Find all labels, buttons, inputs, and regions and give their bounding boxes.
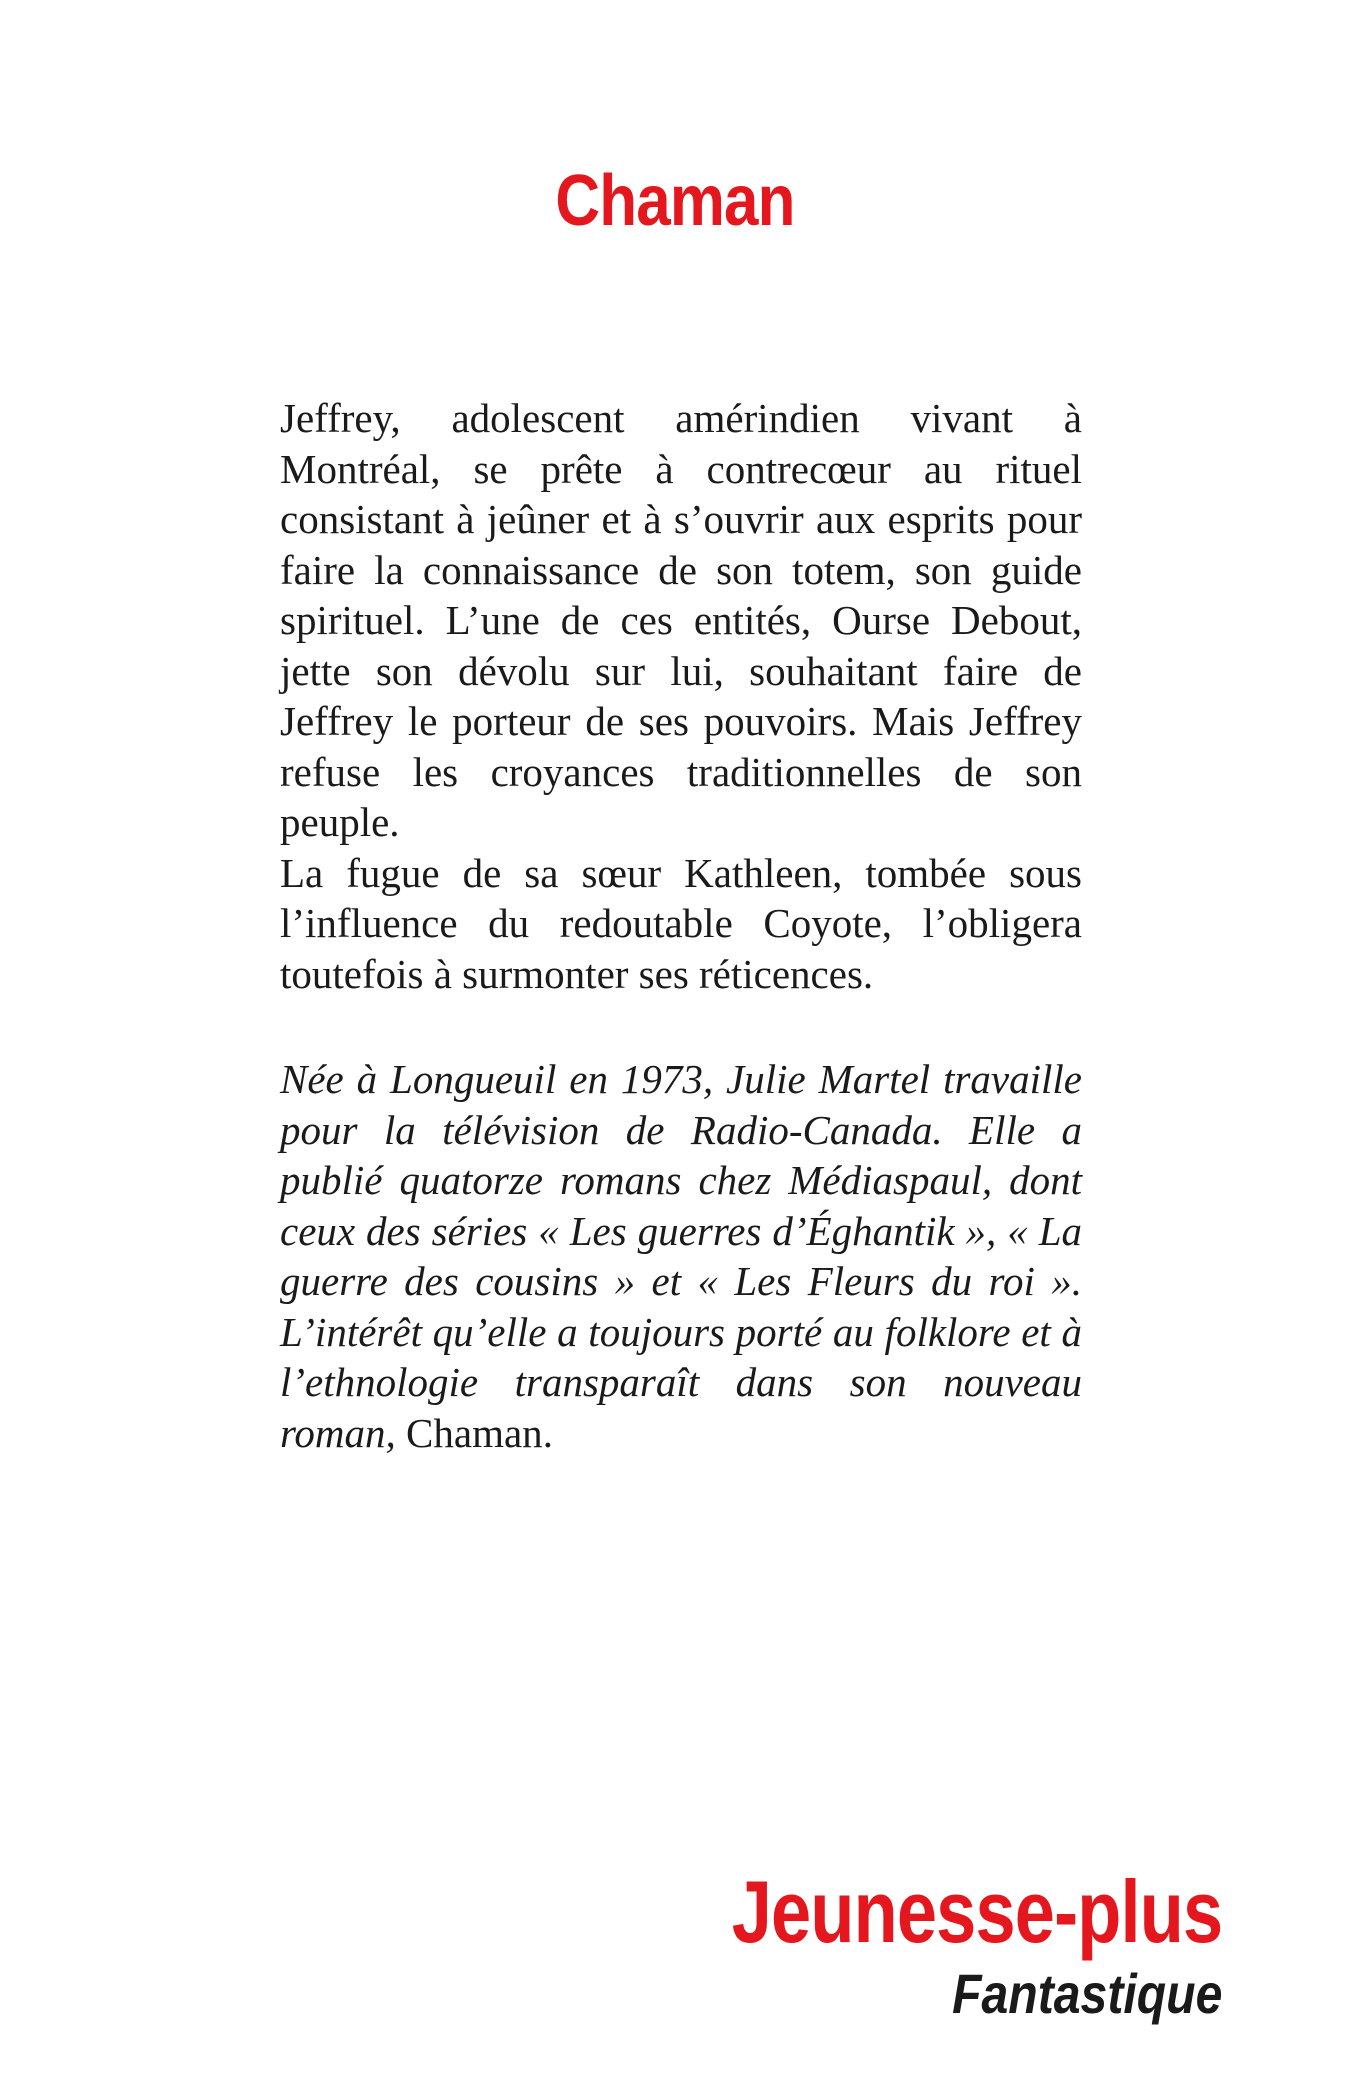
author-bio (280, 1054, 1082, 1458)
collection-genre: Fantastique (951, 1962, 1222, 2025)
synopsis-paragraph-2: La fugue de sa sœur Kathleen, tombée sous l’influence du redoutable Coyote, l’obligera toutefois à surmonter ses réticences. (280, 849, 1082, 997)
author-bio-book-reference: Chaman (406, 1409, 543, 1456)
author-bio-end: . (542, 1409, 553, 1456)
collection-branding (624, 1862, 1222, 2025)
synopsis-paragraph-1: Jeffrey, adolescent amérindien vivant à Montréal, se prête à contrecœur au rituel consistant à jeûner et à s’ouvrir aux esprits pour faire la connaissance de son totem, son guide spirituel. L’une de ces entités, Ourse Debout, jette son dévolu sur lui, souhaitant faire de Jeffrey le porteur de ses pouvoirs. Mais Jeffrey refuse les croyances traditionnelles de son peuple. (280, 395, 1082, 845)
book-title: Chaman (555, 161, 795, 241)
author-bio-text: Née à Longueuil en 1973, Julie Martel travaille pour la télévision de Radio-Canada. Elle a publié quatorze romans chez Médiaspaul, dont ceux des séries « Les guerres d’Éghantik », « La guerre des cousins » et « Les Fleurs du roi ». L’intérêt qu’elle a toujours porté au folklore et à l’ethnologie transparaît dans son nouveau roman, (280, 1056, 1082, 1456)
synopsis (280, 393, 1082, 999)
collection-name: Jeunesse-plus (731, 1862, 1222, 1961)
